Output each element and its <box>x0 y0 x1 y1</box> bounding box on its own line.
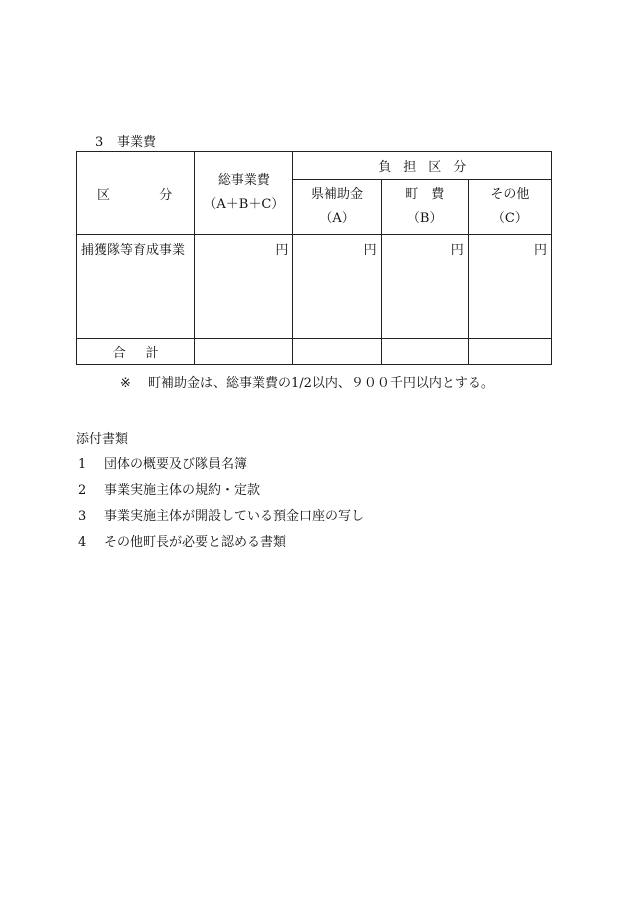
header-pref-subsidy <box>293 180 381 235</box>
header-burden-group <box>293 152 552 180</box>
header-total-cost-formula: （A＋B＋C） <box>203 197 285 212</box>
row-project-name: 捕獲隊等育成事業 <box>77 235 195 339</box>
header-other-code: （C） <box>491 211 528 226</box>
total-cell-other <box>468 339 551 365</box>
attachment-text: 団体の概要及び隊員名簿 <box>104 457 248 472</box>
header-total-cost-label: 総事業費 <box>217 173 270 188</box>
section-heading <box>95 131 156 150</box>
header-town-cost-label: 町 費 <box>405 187 445 202</box>
attachments-list <box>78 452 364 556</box>
attachment-number: 1 <box>78 457 87 472</box>
note-text: 町補助金は、総事業費の1/2以内、９００千円以内とする。 <box>148 376 494 391</box>
total-row <box>77 339 552 365</box>
header-town-cost-code: （B） <box>406 211 443 226</box>
table-row <box>77 235 552 339</box>
header-pref-subsidy-code: （A） <box>319 211 355 226</box>
total-cell-cost <box>195 339 293 365</box>
row-pref-subsidy-unit: 円 <box>293 235 381 339</box>
attachment-text: その他町長が必要と認める書類 <box>104 535 287 550</box>
header-pref-subsidy-label: 県補助金 <box>311 187 364 202</box>
attachment-text: 事業実施主体が開設している預金口座の写し <box>104 509 365 524</box>
row-other-unit: 円 <box>468 235 551 339</box>
header-kubun <box>77 152 195 235</box>
list-item <box>78 504 364 530</box>
header-town-cost <box>381 180 468 235</box>
note-mark: ※ <box>120 376 131 391</box>
total-label: 合計 <box>77 339 195 365</box>
header-other <box>468 180 551 235</box>
section-number: 3 <box>95 135 104 150</box>
subsidy-note <box>120 372 494 391</box>
list-item <box>78 530 364 556</box>
row-town-cost-unit: 円 <box>381 235 468 339</box>
attachment-number: 3 <box>78 509 87 524</box>
attachment-number: 4 <box>78 535 87 550</box>
total-cell-town <box>381 339 468 365</box>
header-kubun-left: 区 <box>97 187 111 203</box>
total-cell-pref <box>293 339 381 365</box>
attachment-text: 事業実施主体の規約・定款 <box>104 483 261 498</box>
header-other-label: その他 <box>490 187 530 202</box>
attachment-number: 2 <box>78 483 87 498</box>
list-item <box>78 478 364 504</box>
header-kubun-right: 分 <box>159 187 173 203</box>
header-burden-group-label: 負担区分 <box>378 160 479 175</box>
section-title: 事業費 <box>117 135 157 150</box>
header-total-cost <box>195 152 293 235</box>
list-item <box>78 452 364 478</box>
row-total-cost-unit: 円 <box>195 235 293 339</box>
attachments-title: 添付書類 <box>76 432 129 447</box>
cost-table <box>76 151 552 365</box>
